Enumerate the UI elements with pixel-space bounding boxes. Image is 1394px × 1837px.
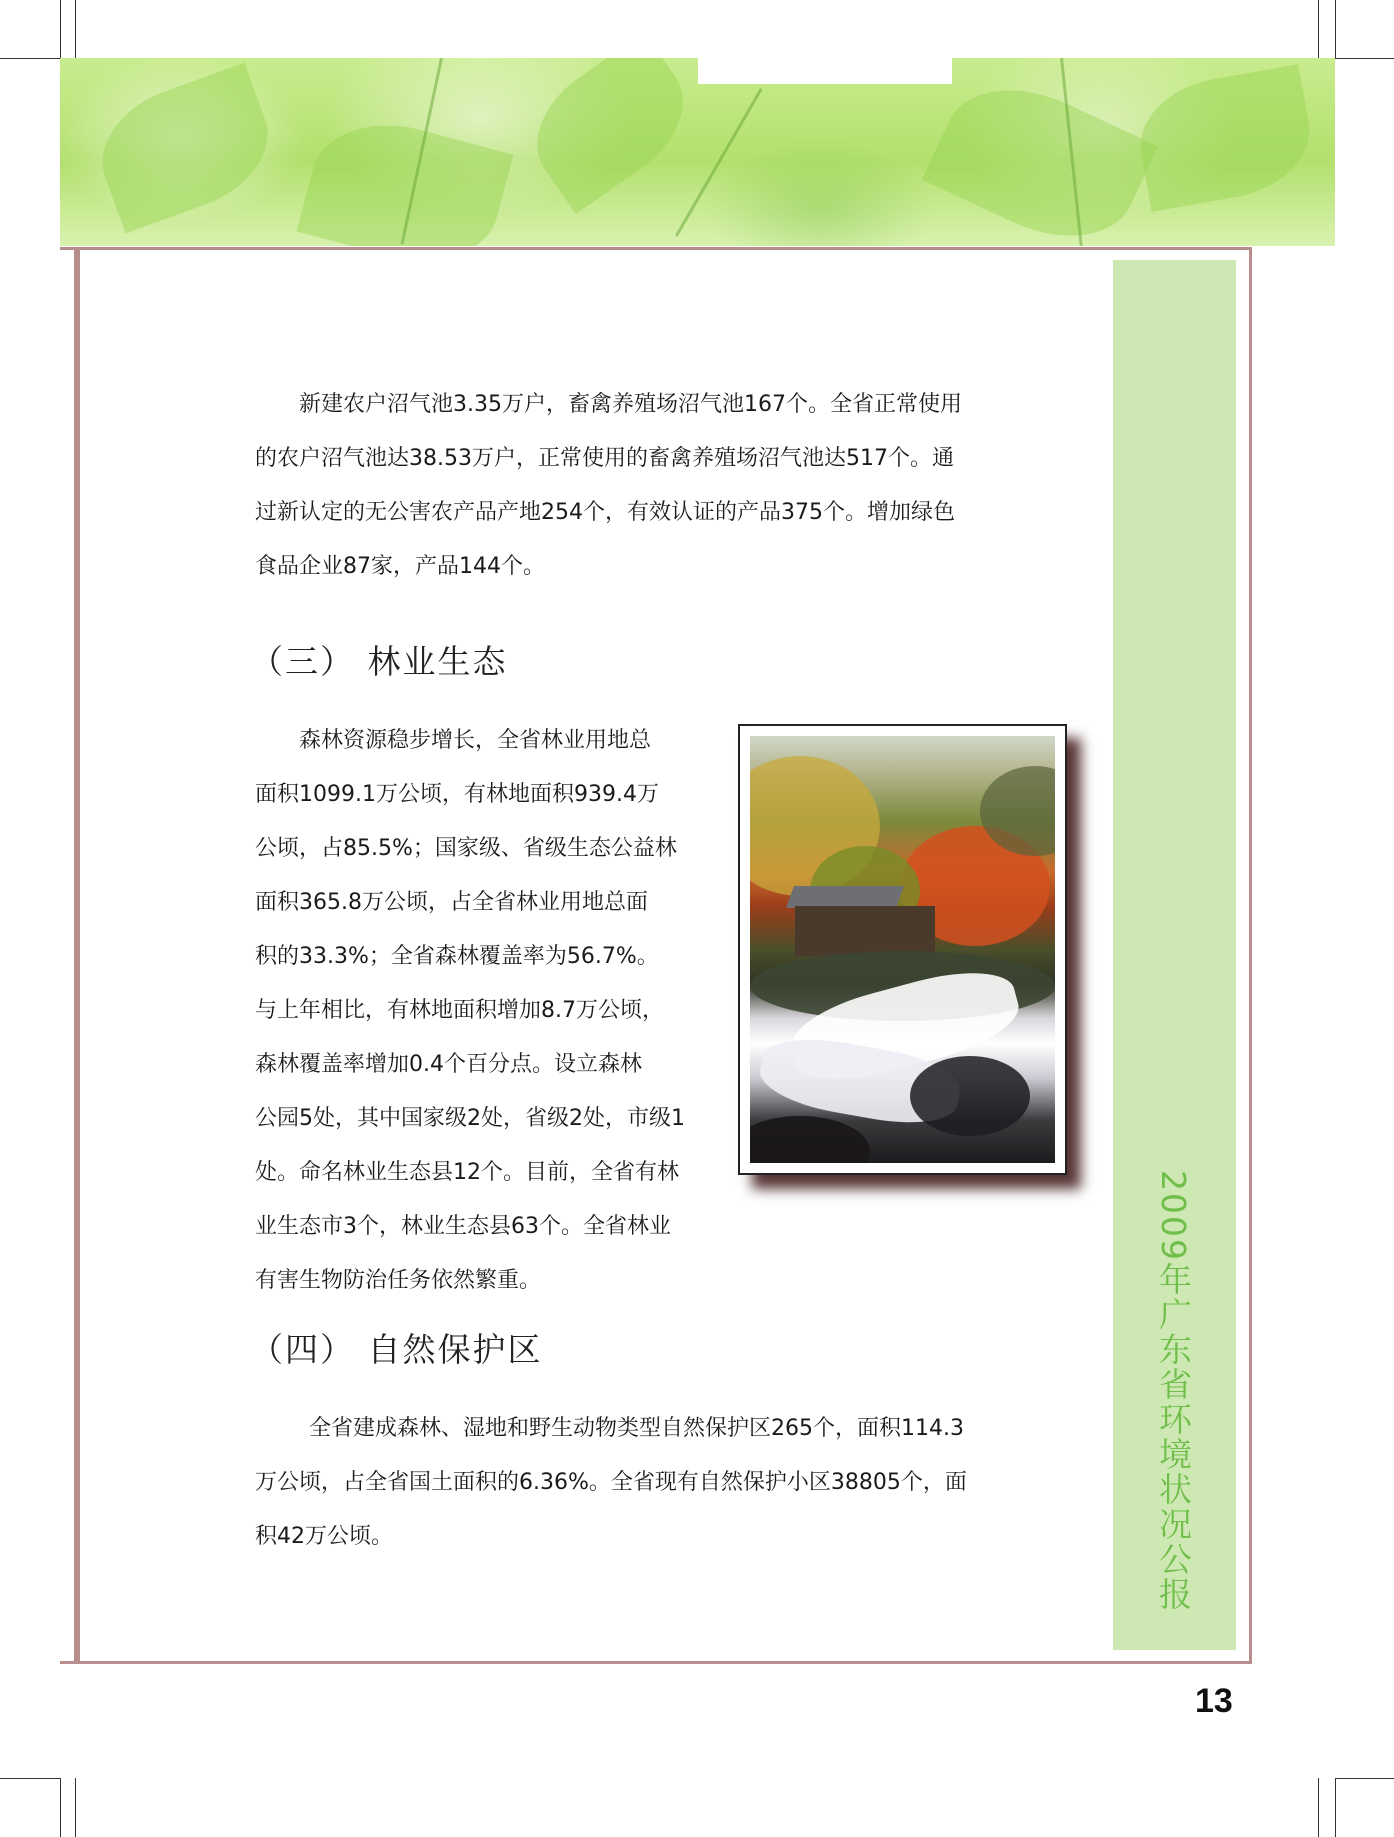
crop-mark xyxy=(60,1778,61,1837)
photo-cabin xyxy=(795,906,935,956)
banner-notch xyxy=(698,58,952,84)
crop-mark xyxy=(1335,1778,1336,1837)
banner-leaf xyxy=(513,58,707,214)
text-line: 森林覆盖率增加0.4个百分点。设立森林 xyxy=(255,1052,642,1077)
text-line: 的农户沼气池达38.53万户，正常使用的畜禽养殖场沼气池达517个。通 xyxy=(255,446,954,471)
crop-mark xyxy=(1318,0,1319,58)
photo-rocks xyxy=(750,1116,870,1163)
text-line: 公顷，占85.5%；国家级、省级生态公益林 xyxy=(255,836,677,861)
crop-mark xyxy=(1318,1778,1319,1837)
text-line: 全省建成森林、湿地和野生动物类型自然保护区265个，面积114.3 xyxy=(309,1416,964,1441)
intro-paragraph xyxy=(255,378,1055,594)
text-line: 面积365.8万公顷，占全省林业用地总面 xyxy=(255,890,648,915)
banner-leaf xyxy=(85,63,286,234)
crop-mark xyxy=(1335,58,1394,59)
banner-stem xyxy=(675,88,763,237)
report-title-vertical: 2009年广东省环境状况公报 xyxy=(1154,1170,1193,1612)
text-line: 有害生物防治任务依然繁重。 xyxy=(255,1268,542,1293)
text-line: 过新认定的无公害农产品产地254个，有效认证的产品375个。增加绿色 xyxy=(255,500,955,525)
crop-mark xyxy=(1335,0,1336,58)
text-line: 新建农户沼气池3.35万户，畜禽养殖场沼气池167个。全省正常使用 xyxy=(299,392,962,417)
crop-mark xyxy=(0,58,60,59)
header-banner xyxy=(60,58,1335,246)
text-line: 森林资源稳步增长，全省林业用地总 xyxy=(299,728,652,753)
text-line: 公园5处，其中国家级2处，省级2处，市级1 xyxy=(255,1106,685,1131)
crop-mark xyxy=(75,1778,76,1837)
banner-leaf xyxy=(922,62,1158,246)
text-line: 万公顷，占全省国土面积的6.36%。全省现有自然保护小区38805个，面 xyxy=(255,1470,967,1495)
text-line: 食品企业87家，产品144个。 xyxy=(255,554,545,579)
text-line: 面积1099.1万公顷，有林地面积939.4万 xyxy=(255,782,659,807)
section-heading-reserves: （四） 自然保护区 xyxy=(250,1330,543,1369)
section-heading-forestry: （三） 林业生态 xyxy=(250,642,508,681)
text-line: 处。命名林业生态县12个。目前，全省有林 xyxy=(255,1160,679,1185)
frame-top-rule xyxy=(60,247,1252,250)
frame-right-rule xyxy=(1249,247,1252,1664)
text-line: 与上年相比，有林地面积增加8.7万公顷， xyxy=(255,998,664,1023)
reserves-paragraph xyxy=(255,1402,1055,1564)
banner-leaf xyxy=(1131,64,1319,212)
frame-left-rule xyxy=(74,247,80,1664)
frame-bottom-rule xyxy=(60,1661,1252,1664)
crop-mark xyxy=(1335,1778,1394,1779)
crop-mark xyxy=(0,1778,60,1779)
photo-rocks xyxy=(910,1056,1030,1136)
forestry-paragraph xyxy=(255,714,695,1308)
photo-cabin-roof xyxy=(786,886,904,908)
forest-waterfall-photo-frame xyxy=(738,724,1067,1175)
crop-mark xyxy=(60,0,61,58)
text-line: 积的33.3%；全省森林覆盖率为56.7%。 xyxy=(255,944,659,969)
crop-mark xyxy=(75,0,76,58)
text-line: 业生态市3个，林业生态县63个。全省林业 xyxy=(255,1214,671,1239)
page-number: 13 xyxy=(1195,1682,1233,1720)
text-line: 积42万公顷。 xyxy=(255,1524,393,1549)
forest-waterfall-photo xyxy=(750,736,1055,1163)
